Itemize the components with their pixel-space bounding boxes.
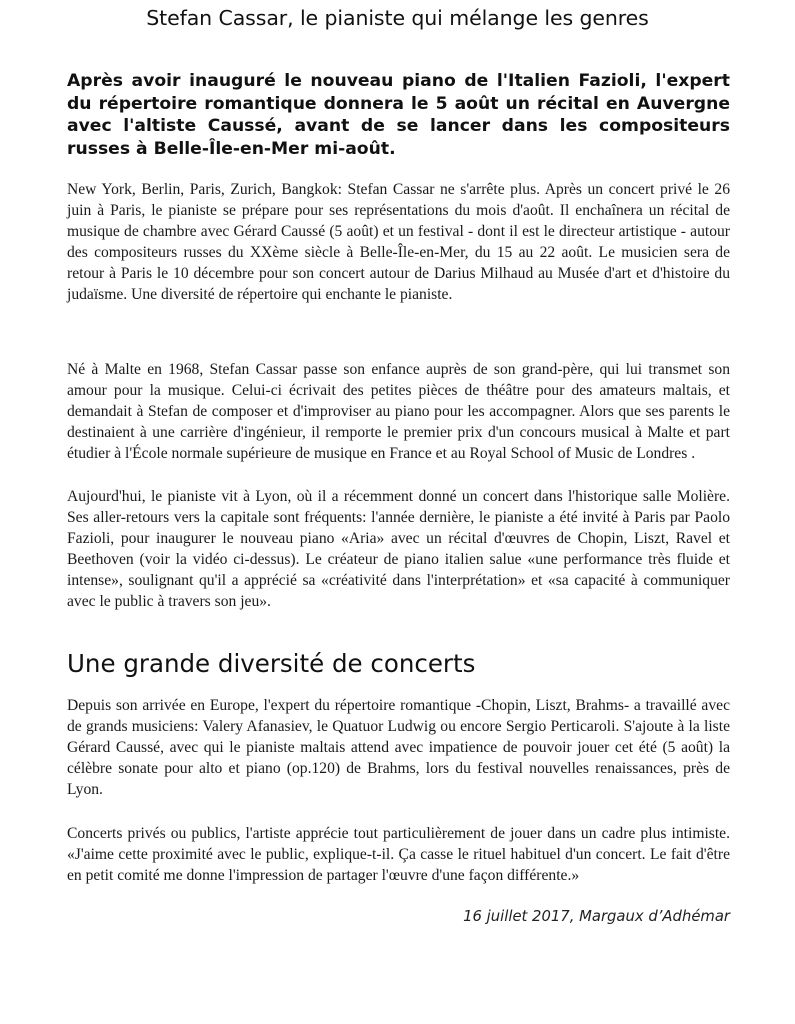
article-lead: Après avoir inauguré le nouveau piano de l'Italien Fazioli, l'expert du répertoire romantique donnera le 5 août un récital en Auvergne avec l'altiste Caussé, avant de se lancer dans les compositeurs russes à Belle-Île-en-Mer mi-août. <box>67 71 730 159</box>
paragraph-1: New York, Berlin, Paris, Zurich, Bangkok: Stefan Cassar ne s'arrête plus. Après un concert privé le 26 juin à Paris, le pianiste se prépare pour ses représentations du mois d'août. Il enchaînera un récital de musique de chambre avec Gérard Caussé (5 août) et un festival - dont il est le directeur artistique - autour des compositeurs russes du XXème siècle à Belle-Île-en-Mer, du 15 au 22 août. Le musicien sera de retour à Paris le 10 décembre pour son concert autour de Darius Milhaud au Musée d'art et d'histoire du judaïsme. Une diversité de répertoire qui enchante le pianiste. <box>67 181 730 304</box>
article-signature: 16 juillet 2017, Margaux d’Adhémar <box>463 908 730 925</box>
paragraph-2: Né à Malte en 1968, Stefan Cassar passe son enfance auprès de son grand-père, qui lui transmet son amour pour la musique. Celui-ci écrivait des petites pièces de théâtre pour des amateurs maltais, et demandait à Stefan de composer et d'improviser au piano pour les accompagner. Alors que ses parents le destinaient à une carrière d'ingénieur, il remporte le premier prix d'un concours musical à Malte et part étudier à l'École normale supérieure de musique en France et au Royal School of Music de Londres . <box>67 361 730 463</box>
paragraph-4: Depuis son arrivée en Europe, l'expert du répertoire romantique -Chopin, Liszt, Brahms- a travaillé avec de grands musiciens: Valery Afanasiev, le Quatuor Ludwig ou encore Sergio Perticaroli. S'ajoute à la liste Gérard Caussé, avec qui le pianiste maltais attend avec impatience de pouvoir jouer cet été (5 août) la célèbre sonate pour alto et piano (op.120) de Brahms, lors du festival nouvelles renaissances, près de Lyon. <box>67 697 730 799</box>
paragraph-5: Concerts privés ou publics, l'artiste apprécie tout particulièrement de jouer dans un cadre plus intimiste. «J'aime cette proximité avec le public, explique-t-il. Ça casse le rituel habituel d'un concert. Le fait d'être en petit comité me donne l'impression de partager l'œuvre d'une façon différente.» <box>67 825 730 885</box>
article-title: Stefan Cassar, le pianiste qui mélange les genres <box>146 6 649 30</box>
paragraph-3: Aujourd'hui, le pianiste vit à Lyon, où il a récemment donné un concert dans l'historique salle Molière. Ses aller-retours vers la capitale sont fréquents: l'année dernière, le pianiste a été invité à Paris par Paolo Fazioli, pour inaugurer le nouveau piano «Aria» avec un récital d'œuvres de Chopin, Liszt, Ravel et Beethoven (voir la vidéo ci-dessus). Le créateur de piano italien salue «une performance très fluide et intense», soulignant qu'il a apprécié sa «créativité dans l'interprétation» et «sa capacité à communiquer avec le public à travers son jeu». <box>67 488 730 611</box>
section-heading: Une grande diversité de concerts <box>67 649 476 678</box>
